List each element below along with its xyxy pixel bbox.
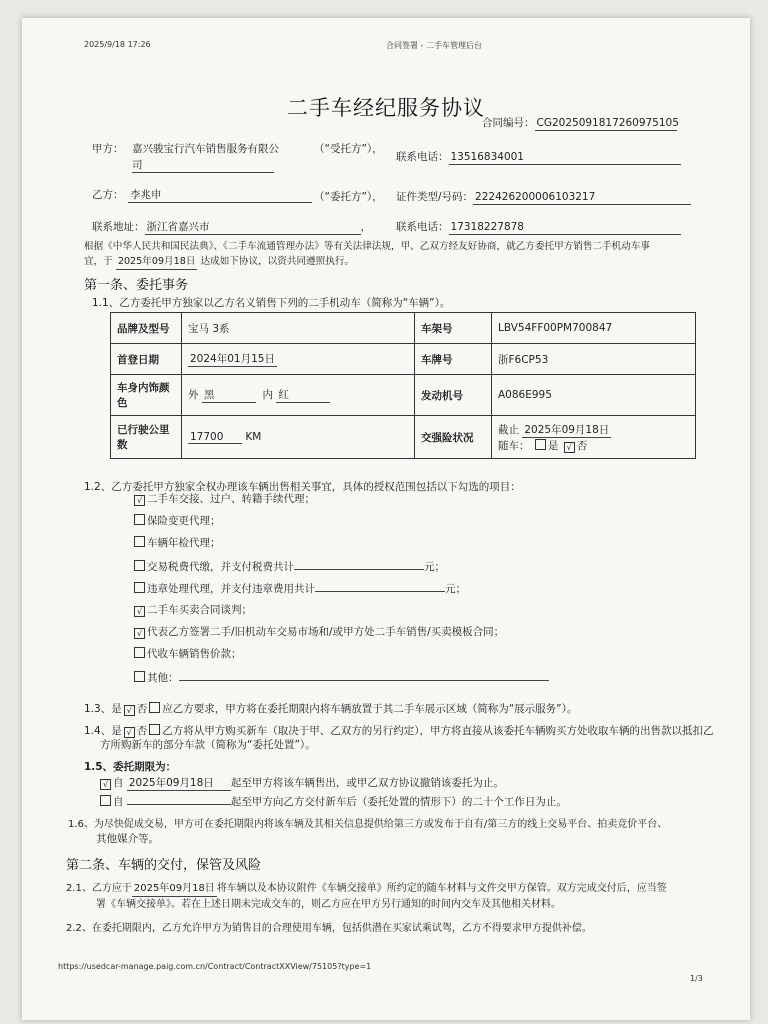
authorization-option [132,670,549,685]
party-b-name: 李兆申 [128,188,312,203]
option-label: 交易税费代缴，并支付税费共计 [147,560,294,573]
option-checkbox[interactable] [134,671,145,682]
clause-1-4-yes-checkbox[interactable]: √ [124,727,135,738]
option-checkbox[interactable] [134,536,145,547]
clause-1-6-line2: 其他媒介等。 [96,833,159,845]
brand-value: 宝马 3系 [182,313,415,344]
party-b-id: 证件类型/号码： 222426200006103217 [396,190,691,205]
option-label: 二手车交接、过户、转籍手续代理； [147,493,315,505]
party-a-label: 甲方： [92,143,124,155]
party-b-label: 乙方： [92,189,124,201]
party-a-phone: 联系电话： 13516834001 [396,150,681,165]
authorization-option: 违章处理代理，并支付违章费用共计 元； [132,581,466,596]
option-label: 车辆年检代理； [147,537,221,550]
reg-date-value: 2024年01月15日 [182,344,415,375]
option-checkbox[interactable] [134,582,145,593]
term-option-1-checkbox[interactable]: √ [100,779,111,790]
address: 联系地址： 浙江省嘉兴市 ， [92,221,371,233]
term-option-2: 自 起至甲方向乙方交付新车后（委托处置的情形下）的二十个工作日为止。 [98,794,567,809]
authorization-option [132,625,504,639]
contract-page [22,18,750,1020]
insurance-label: 交强险状况 [415,416,492,459]
vehicle-table [110,312,696,459]
option-checkbox[interactable]: √ [134,606,145,617]
brand-label: 品牌及型号 [111,313,182,344]
option-checkbox[interactable] [134,560,145,571]
vin-label: 车架号 [415,313,492,344]
section-2-title: 第二条、车辆的交付，保管及风险 [66,858,262,873]
authorization-option [132,603,252,617]
authorization-option [132,536,221,550]
clause-2-1-line2: 署《车辆交接单》。若在上述日期未完成交车的，则乙方应在甲方另行通知的时间内交车及其他相关材料。 [96,899,561,910]
engine-label: 发动机号 [415,375,492,416]
option-label: 保险变更代理； [147,515,221,528]
party-a-role: （“受托方”）， [314,143,383,155]
option-checkbox[interactable]: √ [134,495,145,506]
contract-number: 合同编号： CG2025091817260975105 [482,117,679,129]
clause-2-2: 2.2、在委托期限内，乙方允许甲方为销售目的合理使用车辆，包括供潜在买家试乘试驾，乙方不得要求甲方提供补偿。 [66,923,592,934]
option-checkbox[interactable] [134,514,145,525]
option-label: 代收车辆销售价款； [147,648,242,661]
color-label: 车身内饰颜色 [111,375,182,416]
section-1-title: 第一条、委托事务 [84,278,189,293]
print-site-title: 合同签署 - 二手车管理后台 [386,41,482,50]
ins-no-checkbox[interactable]: √ [564,442,575,453]
clause-1-1: 1.1、乙方委托甲方独家以乙方名义销售下列的二手机动车（简称为“车辆”）。 [92,297,451,309]
plate-label: 车牌号 [415,344,492,375]
option-label: 其他： [147,671,179,684]
authorization-option [132,647,242,661]
reg-date-label: 首登日期 [111,344,182,375]
table-row [111,313,696,344]
clause-1-2: 1.2、乙方委托甲方独家全权办理该车辆出售相关事宜，具体的授权范围包括以下勾选的项目： [84,481,521,493]
option-label: 违章处理代理，并支付违章费用共计 [147,582,315,595]
option-checkbox[interactable] [134,647,145,658]
table-row [111,344,696,375]
ins-yes-checkbox[interactable] [535,439,546,450]
party-a-name-cont: 司 [132,158,274,173]
clause-1-4-line2: 方所购新车的部分车款（简称为“委托处置”）。 [100,739,316,751]
authorization-option: 交易税费代缴，并支付税费共计 元； [132,559,445,574]
color-value: 外 黑 内 红 [182,375,415,416]
insurance-value: 截止 2025年09月18日 随车： 是 √ 否 [492,416,696,459]
clause-1-5-title: 1.5、委托期限为： [84,761,177,773]
option-checkbox[interactable]: √ [134,628,145,639]
term-option-2-checkbox[interactable] [100,795,111,806]
clause-1-3: 1.3、是 √ 否 应乙方要求，甲方将在委托期限内将车辆放置于其二手车展示区域（简称为“展示服务”）。 [84,703,578,715]
party-a-name: 嘉兴骏宝行汽车销售服务有限公 [132,143,279,155]
vin-value: LBV54FF00PM700847 [492,313,696,344]
option-label: 二手车买卖合同谈判； [147,604,252,616]
footer-url: https://usedcar-manage.paig.com.cn/Contract/ContractXXView/75105?type=1 [58,962,372,971]
plate-value: 浙F6CP53 [492,344,696,375]
clause-1-4-no-checkbox[interactable] [149,724,160,735]
table-row [111,375,696,416]
clause-1-3-no-checkbox[interactable] [149,702,160,713]
print-timestamp: 2025/9/18 17:26 [84,40,151,49]
term-option-1: √ 自 2025年09月18日 起至甲方将该车辆售出，或甲乙双方协议撤销该委托为止。 [98,776,504,791]
authorization-option [132,514,221,528]
mileage-value: 17700 KM [182,416,415,459]
authorization-option [132,492,315,506]
clause-2-1: 2.1、乙方应于 2025年09月18日 将车辆以及本协议附件《车辆交接单》所约定的随车材料与文件交甲方保管。双方完成交付后，应当签 [66,882,667,897]
clause-1-3-yes-checkbox[interactable]: √ [124,705,135,716]
page-title: 二手车经纪服务协议 [287,96,485,120]
preamble-line2: 宜，于 2025年09月18日 达成如下协议，以资共同遵照执行。 [84,255,354,270]
engine-value: A086E995 [492,375,696,416]
preamble-line1: 根据《中华人民共和国民法典》、《二手车流通管理办法》等有关法律法规，甲、乙双方经友好协商，就乙方委托甲方销售二手机动车事 [84,241,651,252]
party-b-role: （“委托方”）， [314,191,383,203]
mileage-label: 已行驶公里数 [111,416,182,459]
clause-1-4: 1.4、是 √ 否 乙方将从甲方购买新车（取决于甲、乙双方的另行约定），甲方将直接从该委托车辆购买方处收取车辆的出售款以抵扣乙 [84,725,714,737]
page-number: 1/3 [690,974,703,983]
party-b-phone: 联系电话： 17318227878 [396,220,681,235]
clause-1-6-line1: 1.6、为尽快促成交易，甲方可在委托期限内将该车辆及其相关信息提供给第三方或发布于自有/第三方的线上交易平台、拍卖竞价平台、 [68,819,668,830]
option-label: 代表乙方签署二手/旧机动车交易市场和/或甲方处二手车销售/买卖模板合同； [147,626,505,639]
table-row [111,416,696,459]
